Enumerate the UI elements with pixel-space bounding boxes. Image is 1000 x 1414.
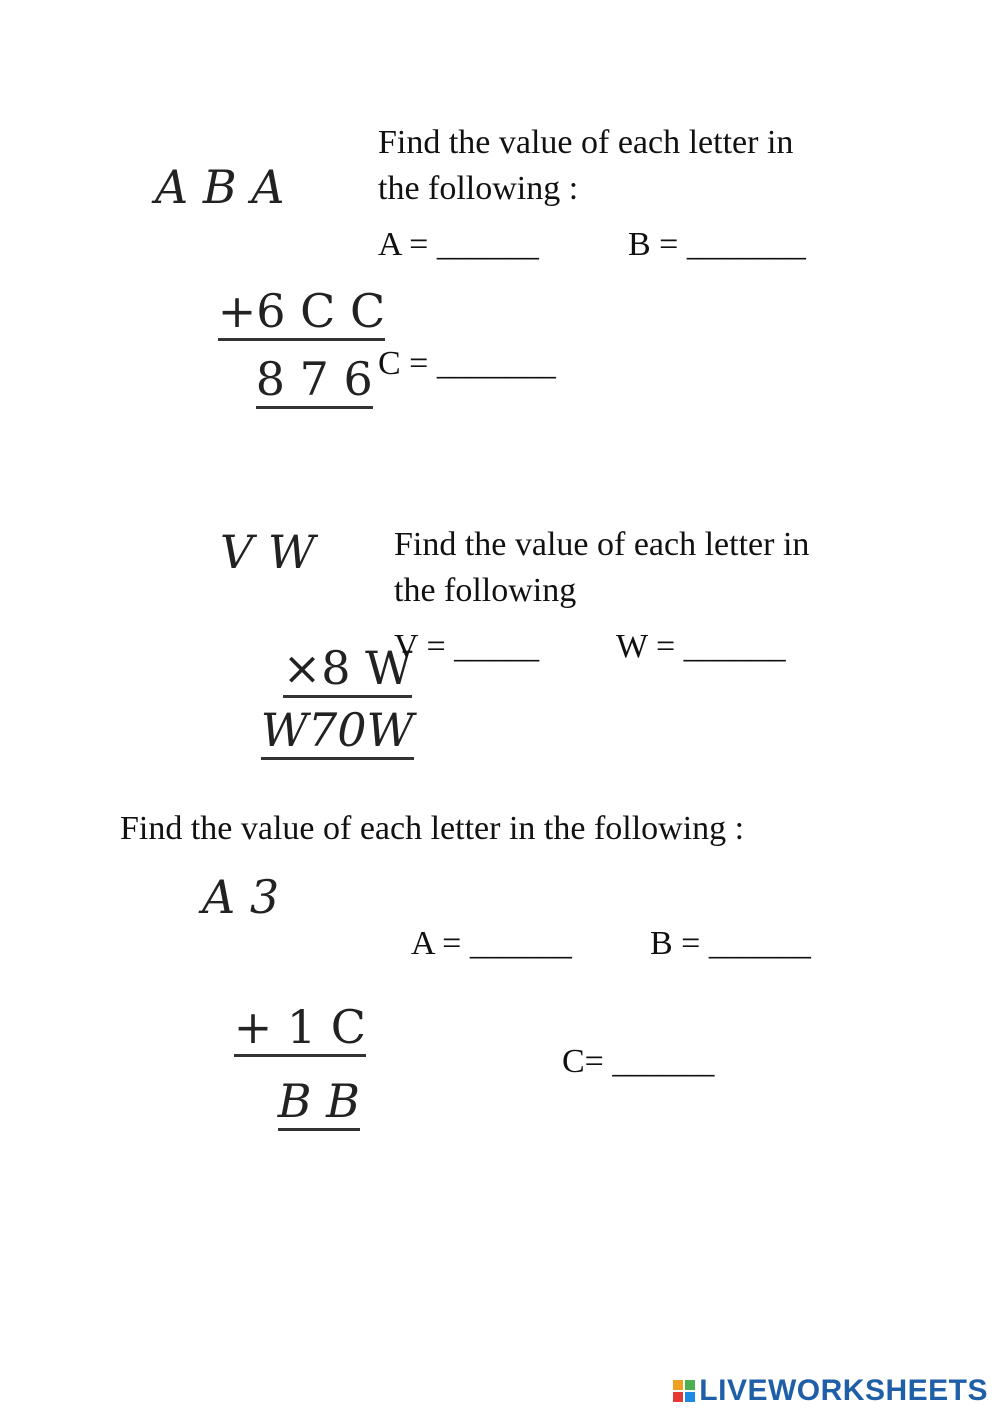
brand-logo-text: LIVEWORKSHEETS [699, 1374, 988, 1407]
answer-b-1[interactable]: B = _______ [628, 226, 806, 263]
answer-w-2[interactable]: W = ______ [616, 628, 786, 665]
instruction-3: Find the value of each letter in the following : [120, 810, 745, 847]
math-row [173, 649, 414, 811]
answer-b-3[interactable]: B = ______ [650, 925, 811, 962]
math-row-text: + 1 C [233, 1000, 366, 1054]
answer-a-1[interactable]: A = ______ [378, 226, 539, 263]
answer-a-3[interactable]: A = ______ [411, 925, 572, 962]
math-row [190, 1020, 360, 1182]
answer-v-2[interactable]: V = _____ [394, 628, 540, 665]
math-row-text: B B [277, 1074, 360, 1128]
math-row-text: W70W [260, 703, 414, 757]
math-problem-3 [140, 870, 366, 1128]
answer-c-3[interactable]: C= ______ [562, 1043, 715, 1080]
math-row-text: 8 7 6 [255, 352, 373, 406]
brand-logo[interactable] [673, 1374, 988, 1408]
math-row: A 3 [202, 870, 280, 924]
brand-logo-icon [673, 1380, 695, 1402]
math-row [168, 298, 373, 460]
math-problem-1 [120, 160, 386, 406]
answer-c-1[interactable]: C = _______ [378, 345, 556, 382]
math-row: V W [220, 525, 316, 579]
math-row-text: ×8 W [282, 641, 413, 695]
math-row: A B A [155, 160, 285, 214]
math-problem-2 [165, 525, 414, 757]
math-row-text: +6 C C [217, 284, 386, 338]
instruction-2: Find the value of each letter in the following [394, 526, 810, 609]
instruction-1: Find the value of each letter in the following : [378, 124, 794, 207]
